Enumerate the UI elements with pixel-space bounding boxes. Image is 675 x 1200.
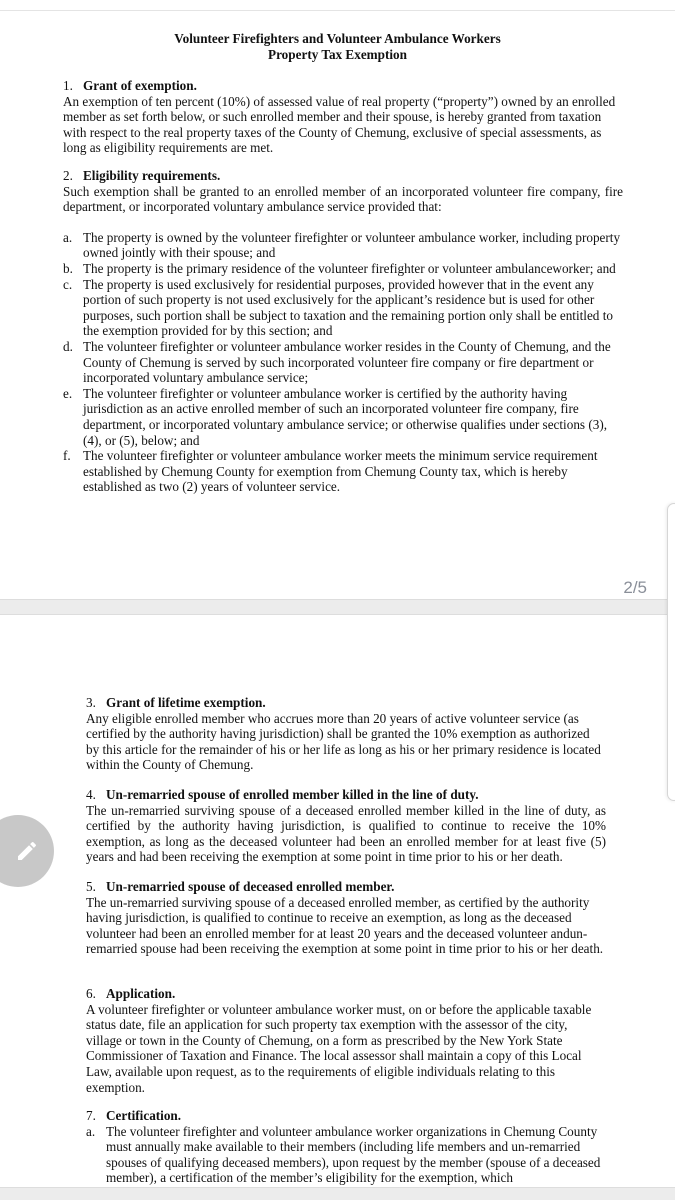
list-marker: c.	[63, 276, 73, 292]
section-body: An exemption of ten percent (10%) of assessed value of real property (“property”) owned by an enrolled member as set forth below, or such enrolled member and their spouse, is hereby granted from taxation with respect to the real property taxes of the County of Chemung, exclusive of special assessments, as long as eligibility requirements are met.	[63, 93, 616, 156]
list-item-text: The property is used exclusively for residential purposes, provided however that in the event any portion of such property is not used exclusively for the applicant’s residence but is used for other purposes, such portion shall be subject to taxation and the remaining portion only shall be entitled to the exemption provided for by this section; and	[83, 276, 613, 339]
section-heading-text: Grant of exemption.	[83, 78, 197, 93]
top-divider	[0, 10, 675, 11]
list-item	[63, 448, 623, 495]
section-heading	[86, 787, 606, 803]
list-item	[63, 339, 623, 386]
section-application	[86, 986, 606, 1095]
list-marker: e.	[63, 385, 73, 401]
section-heading-text: Application.	[106, 986, 176, 1001]
title-line: Property Tax Exemption	[268, 47, 407, 62]
certification-list	[86, 1124, 606, 1186]
section-number: 7.	[86, 1108, 96, 1123]
list-item-text: The property is owned by the volunteer firefighter or volunteer ambulance worker, including property owned jointly with their spouse; and	[83, 229, 621, 261]
list-item	[63, 261, 623, 277]
section-lifetime-exemption	[86, 695, 606, 773]
list-item-text: The volunteer firefighter or volunteer ambulance worker resides in the County of Chemung, and the County of Chemung is served by such incorporated volunteer fire company or fire department or incorporated voluntary ambulance service;	[83, 338, 611, 386]
section-eligibility-requirements	[63, 168, 623, 495]
section-heading-text: Un-remarried spouse of deceased enrolled member.	[106, 879, 395, 894]
section-heading	[86, 695, 606, 711]
section-body: Any eligible enrolled member who accrues more than 20 years of active volunteer service (as certified by the authority having jurisdiction) shall be granted the 10% exemption as authorized by this article for the remainder of his or her life as long as his or her primary residence is located within the County of Chemung.	[86, 710, 601, 773]
scrollbar-handle[interactable]	[667, 503, 675, 801]
section-grant-of-exemption	[63, 78, 623, 156]
document-title	[0, 31, 675, 63]
list-item	[63, 277, 623, 339]
section-number: 1.	[63, 78, 73, 93]
section-heading-text: Certification.	[106, 1108, 182, 1123]
list-item-text: The volunteer firefighter and volunteer ambulance worker organizations in Chemung County must annually make available to their members (including life members and un-remarried spouses of qualifying deceased members), upon request by the member (spouse of a deceased member), a certification of the member’s eligibility for the exemption, which	[106, 1123, 601, 1186]
list-marker: a.	[63, 229, 73, 245]
title-line: Volunteer Firefighters and Volunteer Ambulance Workers	[174, 31, 501, 46]
page-indicator: 2/5	[623, 578, 647, 597]
section-heading	[86, 1108, 606, 1124]
list-item	[63, 230, 623, 261]
list-item-text: The property is the primary residence of the volunteer firefighter or volunteer ambulanceworker; and	[83, 260, 616, 276]
section-body: A volunteer firefighter or volunteer ambulance worker must, on or before the applicable taxable status date, file an application for such property tax exemption with the assessor of the city, village or town in the County of Chemung, on a form as prescribed by the New York State Commissioner of Taxation and Finance. The local assessor shall maintain a copy of this Local Law, available upon request, as to the requirements of eligible individuals relating to this exemption.	[86, 1001, 592, 1095]
page-separator	[0, 1187, 675, 1200]
section-heading	[86, 986, 606, 1002]
list-marker: a.	[86, 1123, 96, 1139]
list-marker: f.	[63, 448, 71, 464]
list-marker: b.	[63, 260, 73, 276]
section-number: 3.	[86, 695, 96, 710]
section-body: The un-remarried surviving spouse of a deceased enrolled member, as certified by the authority having jurisdiction, is qualified to continue to receive an exemption, as long as the deceased volunteer had been an enrolled member for at least 20 years and the deceased volunteer andun-remarried spouse had been receiving the exemption at some point in time prior to his or her death.	[86, 894, 604, 957]
section-spouse-killed-line-of-duty	[86, 787, 606, 865]
section-heading-text: Eligibility requirements.	[83, 168, 221, 183]
list-marker: d.	[63, 338, 73, 354]
list-item	[86, 1124, 606, 1186]
section-heading	[86, 879, 606, 895]
section-number: 6.	[86, 986, 96, 1001]
section-heading	[63, 168, 623, 184]
section-body: The un-remarried surviving spouse of a deceased enrolled member killed in the line of duty, as certified by the authority having jurisdiction, is qualified to continue to receive the 10% exemption, as long as the deceased volunteer had been an enrolled member for at least five (5) years and had been receiving the exemption at some point in time prior to his or her death.	[86, 802, 606, 865]
list-item	[63, 386, 623, 448]
section-heading	[63, 78, 623, 94]
list-item-text: The volunteer firefighter or volunteer ambulance worker meets the minimum service requirement established by Chemung County for exemption from Chemung County tax, which is hereby established as two (2) years of volunteer service.	[83, 448, 598, 495]
section-heading-text: Un-remarried spouse of enrolled member killed in the line of duty.	[106, 787, 479, 802]
section-body: Such exemption shall be granted to an enrolled member of an incorporated volunteer fire company, fire department, or incorporated voluntary ambulance service provided that:	[63, 183, 623, 215]
section-number: 5.	[86, 879, 96, 894]
document-page	[0, 12, 675, 599]
pencil-icon	[15, 839, 39, 863]
section-heading-text: Grant of lifetime exemption.	[106, 695, 266, 710]
section-number: 2.	[63, 168, 73, 183]
list-item-text: The volunteer firefighter or volunteer ambulance worker is certified by the authority having jurisdiction as an active enrolled member of such an incorporated volunteer fire company, fire department, or incorporated voluntary ambulance service; or otherwise qualifies under sections (3), (4), or (5), below; and	[83, 385, 608, 448]
section-certification	[86, 1108, 606, 1186]
document-page	[0, 615, 675, 1200]
section-number: 4.	[86, 787, 96, 802]
section-spouse-deceased-member	[86, 879, 606, 957]
eligibility-list	[63, 230, 623, 495]
page-separator	[0, 599, 675, 615]
